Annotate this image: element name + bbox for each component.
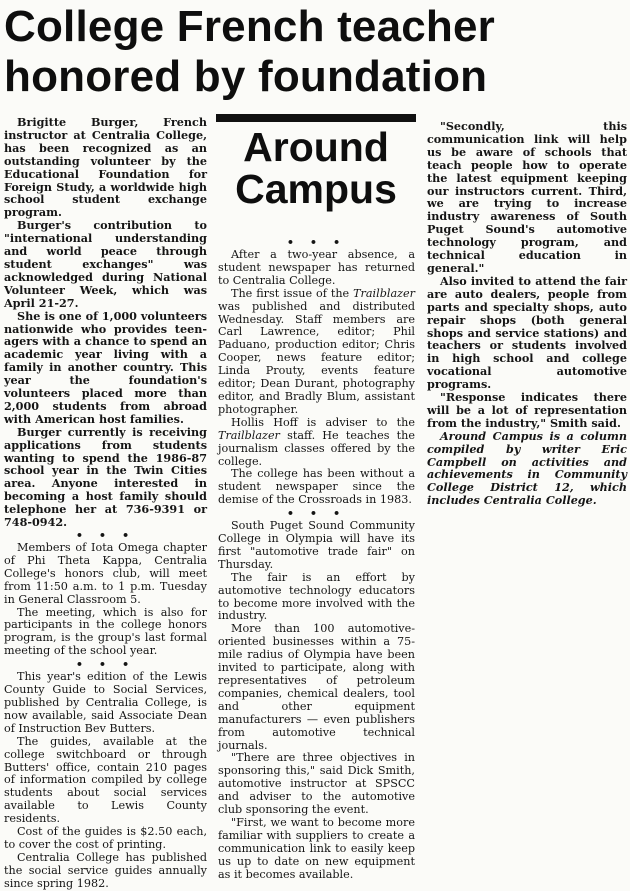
column-head-line-2: Campus bbox=[235, 166, 397, 212]
headline bbox=[4, 2, 626, 102]
column-tagline: Around Campus is a column compiled by writer Eric Campbell on activities and achievements in Community College District 12, which includes Centralia College. bbox=[427, 428, 627, 508]
paragraph: Cost of the guides is $2.50 each, to cover the cost of printing. bbox=[4, 825, 207, 851]
paragraph: The fair is an effort by automotive technology educators to become more involved with the industry. bbox=[218, 570, 415, 623]
paragraph bbox=[218, 417, 415, 469]
text-run: Hollis Hoff is adviser to the bbox=[231, 415, 415, 429]
paragraph: The college has been without a student newspaper since the demise of the Crossroads in 1983. bbox=[218, 467, 415, 507]
paragraph: The guides, available at the college switchboard or through Butters' office, contain 210 pages of information compiled by college students about social services available to Lewis County residents. bbox=[4, 734, 207, 826]
headline-line-1: College French teacher bbox=[4, 2, 495, 51]
text-run: staff. He teaches the journalism classes offered by the college. bbox=[218, 428, 415, 468]
paragraph: "Secondly, this communication link will help us be aware of schools that teach people how to operate the latest equipment keeping our instructors current. Third, we are trying to increase industry awareness of South Puget Sound's automotive technology program, and technical education in general." bbox=[427, 119, 627, 275]
paragraph: Also invited to attend the fair are auto dealers, people from parts and specialty shops, auto repair shops (both general shops and service stations) and teachers or students involved in high school and college vocational automotive programs. bbox=[427, 273, 627, 392]
paragraph: More than 100 automotive-oriented businesses within a 75-mile radius of Olympia have been invited to participate, along with representatives of petroleum companies, chemical dealers, tool and other equipment manufacturers — even publishers from automotive technical journals. bbox=[218, 622, 415, 752]
section-separator: • • • bbox=[286, 506, 347, 521]
paragraph: "First, we want to become more familiar with suppliers to create a communication link to easily keep us up to date on new equipment as it becomes available. bbox=[218, 815, 415, 881]
section-separator: • • • bbox=[75, 528, 136, 542]
paragraph: She is one of 1,000 volunteers nationwide who provides teen-agers with a chance to spend an academic year living with a family in another country. This year the foundation's volunteers placed more than 2,000 students from abroad with American host families. bbox=[4, 308, 207, 426]
column-2 bbox=[218, 236, 415, 882]
paragraph: Burger's contribution to "international understanding and world peace through student exchanges" was acknowledged during National Volunteer Week, which was April 21-27. bbox=[4, 218, 207, 310]
paragraph: "There are three objectives in sponsoring this," said Dick Smith, automotive instructor at SPSCC and adviser to the automotive club sponsoring the event. bbox=[218, 751, 415, 817]
paragraph: This year's edition of the Lewis County Guide to Social Services, published by Centralia College, is now available, said Associate Dean of Instruction Bev Butters. bbox=[4, 670, 207, 735]
newspaper-name: Trailblazer bbox=[218, 428, 280, 442]
paragraph: Centralia College has published the social service guides annually since spring 1982. bbox=[4, 850, 207, 890]
around-campus-column-head bbox=[216, 114, 416, 210]
text-run: was published and distributed Wednesday. Staff members are Carl Lawrence, editor; Phil Paduano, production editor; Chris Cooper, news feature editor; Linda Prouty, events feature editor; Dean Durant, photography editor, and Bradly Blum, assistant photographer. bbox=[218, 299, 415, 416]
column-head-rule bbox=[216, 114, 416, 122]
section-separator: • • • bbox=[75, 657, 136, 672]
column-3 bbox=[427, 120, 627, 507]
column-head-line-1: Around bbox=[243, 124, 389, 170]
text-run: The first issue of the bbox=[231, 286, 354, 300]
paragraph: The meeting, which is also for participants in the college honors program, is the group's last formal meeting of the school year. bbox=[4, 605, 207, 658]
paragraph: After a two-year absence, a student newspaper has returned to Centralia College. bbox=[218, 248, 415, 287]
headline-line-2: honored by foundation bbox=[4, 52, 488, 101]
paragraph: Brigitte Burger, French instructor at Centralia College, has been recognized as an outstanding volunteer by the Educational Foundation for Foreign Study, a worldwide high school student exchange program. bbox=[4, 115, 207, 220]
paragraph bbox=[218, 288, 415, 417]
paragraph: South Puget Sound Community College in Olympia will have its first "automotive trade fair" on Thursday. bbox=[218, 519, 415, 571]
paragraph: "Response indicates there will be a lot of representation from the industry," Smith said. bbox=[427, 390, 627, 430]
section-separator: • • • bbox=[286, 235, 347, 249]
paragraph: Burger currently is receiving applications from students wanting to spend the 1986-87 school year in the Twin Cities area. Anyone interested in becoming a host family should telephone her at 736-9391 or 748-0942. bbox=[4, 424, 207, 530]
paragraph: Members of Iota Omega chapter of Phi Theta Kappa, Centralia College's honors club, will meet from 11:50 a.m. to 1 p.m. Tuesday in General Classroom 5. bbox=[4, 541, 207, 606]
column-1 bbox=[4, 116, 207, 891]
newspaper-name: Trailblazer bbox=[353, 286, 415, 300]
